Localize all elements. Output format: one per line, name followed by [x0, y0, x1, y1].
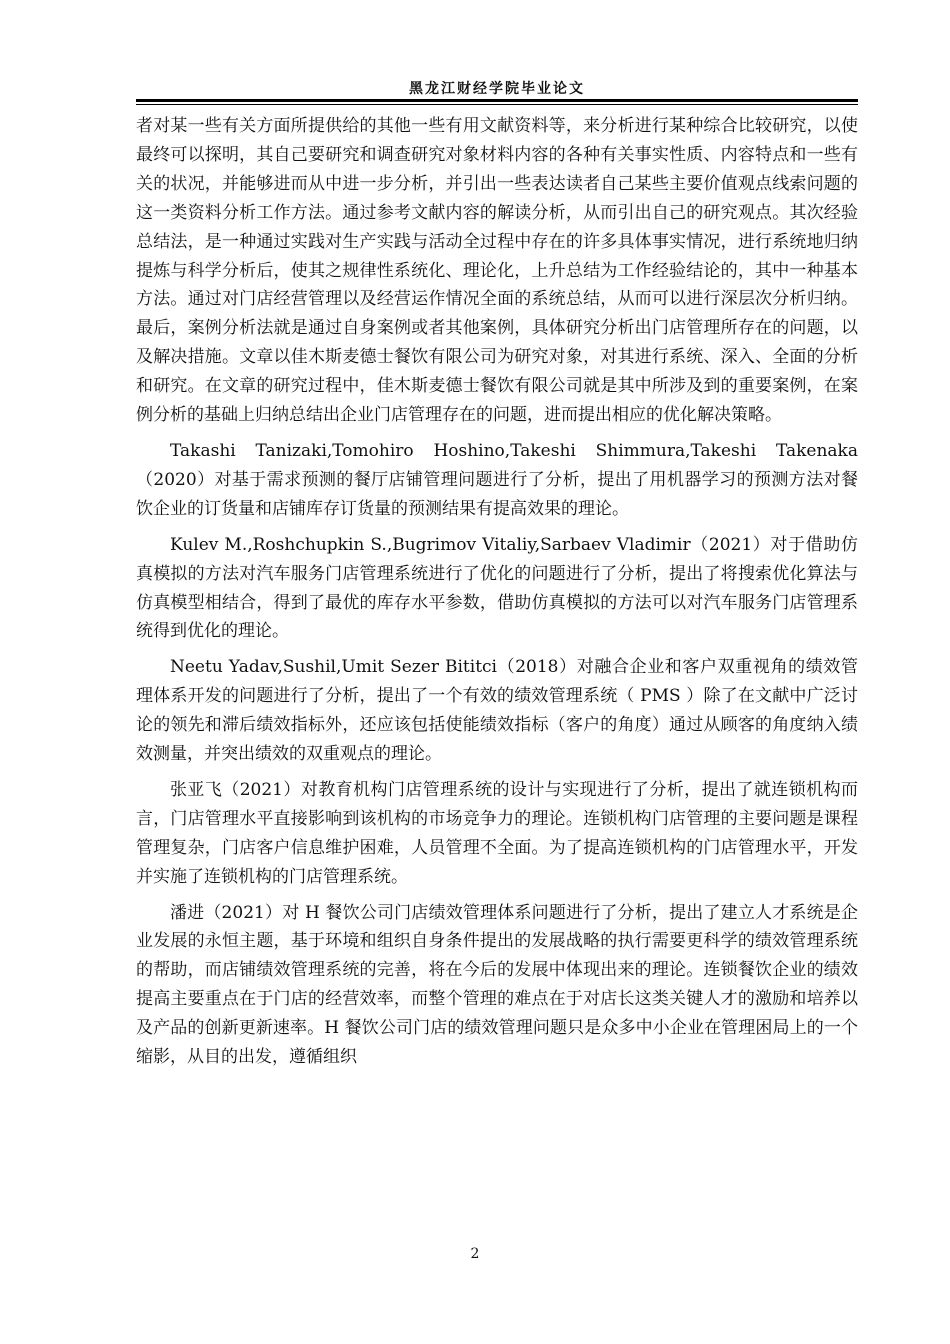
header-rule-thick — [136, 99, 858, 102]
paragraph: 张亚飞（2021）对教育机构门店管理系统的设计与实现进行了分析，提出了就连锁机构而言，门店管理水平直接影响到该机构的市场竞争力的理论。连锁机构门店管理的主要问题是课程管理复杂，门店客户信息维护困难，人员管理不全面。为了提高连锁机构的门店管理水平，开发并实施了连锁机构的门店管理系统。 — [136, 779, 858, 887]
body-text — [136, 112, 858, 1079]
paragraph-continued: 者对某一些有关方面所提供给的其他一些有用文献资料等，来分析进行某种综合比较研究，以使最终可以探明，其自己要研究和调查研究对象材料内容的各种有关事实性质、内容特点和一些有关的状况，并能够进而从中进一步分析，并引出一些表达读者自己某些主要价值观点线索问题的这一类资料分析工作方法。通过参考文献内容的解读分析，从而引出自己的研究观点。其次经验总结法，是一种通过实践对生产实践与活动全过程中存在的许多具体事实情况，进行系统地归纳提炼与科学分析后，使其之规律性系统化、理论化，上升总结为工作经验结论的，其中一种基本方法。通过对门店经营管理以及经营运作情况全面的系统总结，从而可以进行深层次分析归纳。最后，案例分析法就是通过自身案例或者其他案例，具体研究分析出门店管理所存在的问题，以及解决措施。文章以佳木斯麦德士餐饮有限公司为研究对象，对其进行系统、深入、全面的分析和研究。在文章的研究过程中，佳木斯麦德士餐饮有限公司就是其中所涉及到的重要案例，在案例分析的基础上归纳总结出企业门店管理存在的问题，进而提出相应的优化解决策略。 — [136, 116, 858, 426]
paragraph: 潘进（2021）对 H 餐饮公司门店绩效管理体系问题进行了分析，提出了建立人才系统是企业发展的永恒主题，基于环境和组织自身条件提出的发展战略的执行需要更科学的绩效管理系统的帮助，而店铺绩效管理系统的完善，将在今后的发展中体现出来的理论。连锁餐饮企业的绩效提高主要重点在于门店的经营效率，而整个管理的难点在于对店长这类关键人才的激励和培养以及产品的创新更新速率。H 餐饮公司门店的绩效管理问题只是众多中小企业在管理困局上的一个缩影，从目的出发，遵循组织 — [136, 902, 858, 1068]
header-rule-thin — [136, 104, 858, 105]
paragraph: Kulev M.,Roshchupkin S.,Bugrimov Vitaliy,Sarbaev Vladimir（2021）对于借助仿真模拟的方法对汽车服务门店管理系统进行了优化的问题进行了分析，提出了将搜索优化算法与仿真模型相结合，得到了最优的库存水平参数，借助仿真模拟的方法可以对汽车服务门店管理系统得到优化的理论。 — [136, 534, 858, 642]
page-header-title: 黑龙江财经学院毕业论文 — [409, 81, 585, 97]
paragraph: Takashi Tanizaki,Tomohiro Hoshino,Takeshi Shimmura,Takeshi Takenaka（2020）对基于需求预测的餐厅店铺管理问题进行了分析，提出了用机器学习的预测方法对餐饮企业的订货量和店铺库存订货量的预测结果有提高效果的理论。 — [136, 440, 858, 519]
page-number: 2 — [470, 1246, 480, 1262]
paragraph: Neetu Yadav,Sushil,Umit Sezer Bititci（2018）对融合企业和客户双重视角的绩效管理体系开发的问题进行了分析，提出了一个有效的绩效管理系统（ PMS ）除了在文献中广泛讨论的领先和滞后绩效指标外，还应该包括使能绩效指标（客户的角度）通过从顾客的角度纳入绩效测量，并突出绩效的双重观点的理论。 — [136, 657, 858, 765]
